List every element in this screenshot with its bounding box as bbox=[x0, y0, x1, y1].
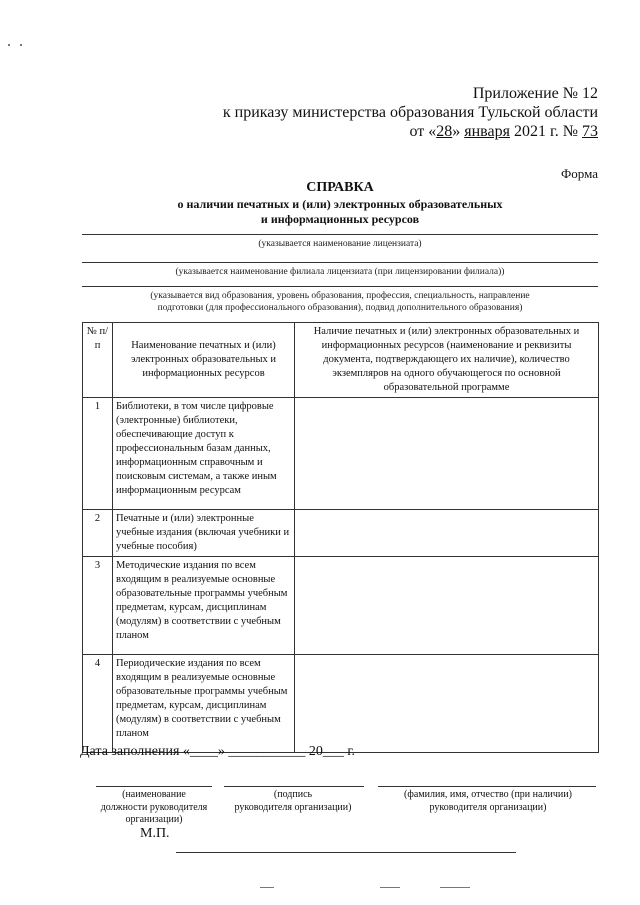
row-resource-name: Библиотеки, в том числе цифровые (электронные) библиотеки, обеспечивающие доступ к профессиональным базам данных, информационным справочным и поисковым системам, а также иным информационным ресурсам bbox=[113, 398, 295, 510]
table-row bbox=[83, 655, 599, 753]
table-row bbox=[83, 398, 599, 510]
date-month: января bbox=[464, 123, 510, 140]
resources-table bbox=[82, 322, 599, 753]
education-caption-1: (указывается вид образования, уровень образования, профессия, специальность, направление bbox=[150, 291, 530, 301]
branch-line bbox=[82, 262, 598, 263]
row-resource-name: Печатные и (или) электронные учебные издания (включая учебники и учебные пособия) bbox=[113, 510, 295, 557]
scan-speck bbox=[20, 44, 22, 46]
date-mid: » bbox=[452, 123, 465, 140]
document-subtitle-1: о наличии печатных и (или) электронных образовательных bbox=[177, 197, 503, 211]
position-caption-2: должности руководителя bbox=[100, 801, 208, 813]
position-caption-1: (наименование bbox=[122, 789, 186, 800]
row-availability-cell bbox=[295, 398, 599, 510]
row-num: 1 bbox=[83, 398, 113, 510]
order-number: 73 bbox=[582, 123, 598, 140]
date-year: 2021 г. № bbox=[509, 123, 582, 140]
row-num: 3 bbox=[83, 557, 113, 655]
table-row bbox=[83, 510, 599, 557]
row-resource-name: Методические издания по всем входящим в реализуемые основные образовательные программы учебным предметам, курсам, дисциплинам (модулям) в соответствии с учебным планом bbox=[113, 557, 295, 655]
signature-caption-2: руководителя организации) bbox=[234, 801, 352, 813]
header-availability: Наличие печатных и (или) электронных образовательных и информационных ресурсов (наименование и реквизиты документа, подтверждающего их наличие), количество экземпляров на одного обучающегося по основной образовательной программе bbox=[295, 323, 599, 398]
document-title: СПРАВКА bbox=[306, 180, 374, 195]
row-num: 4 bbox=[83, 655, 113, 753]
bottom-rule bbox=[176, 852, 516, 853]
order-date-line bbox=[409, 122, 598, 142]
row-availability-cell bbox=[295, 655, 599, 753]
scan-speck bbox=[440, 887, 470, 888]
fill-date: Дата заполнения «____» ___________ 20___ г. bbox=[80, 744, 356, 759]
table-row bbox=[83, 557, 599, 655]
position-caption-3: организации) bbox=[125, 814, 183, 825]
licensee-line bbox=[82, 234, 598, 235]
branch-caption: (указывается наименование филиала лицензиата (при лицензировании филиала)) bbox=[175, 267, 505, 277]
full-name-caption-1: (фамилия, имя, отчество (при наличии) bbox=[404, 789, 572, 800]
appendix-number: Приложение № 12 bbox=[472, 85, 598, 102]
scan-speck bbox=[380, 887, 400, 888]
full-name-caption-2: руководителя организации) bbox=[429, 801, 547, 813]
signature-line bbox=[224, 786, 364, 787]
row-resource-name: Периодические издания по всем входящим в реализуемые основные образовательные программы учебным предметам, курсам, дисциплинам (модулям) в соответствии с учебным планом bbox=[113, 655, 295, 753]
header-num: № п/п bbox=[83, 323, 113, 398]
stamp-label: М.П. bbox=[140, 826, 170, 841]
row-num: 2 bbox=[83, 510, 113, 557]
scan-speck bbox=[260, 887, 274, 888]
education-line bbox=[82, 286, 598, 287]
row-availability-cell bbox=[295, 510, 599, 557]
scan-speck bbox=[8, 44, 10, 46]
header-resource-name: Наименование печатных и (или) электронных образовательных и информационных ресурсов bbox=[113, 323, 295, 398]
table-header-row bbox=[83, 323, 599, 398]
order-reference: к приказу министерства образования Тульской области bbox=[222, 104, 598, 121]
full-name-caption bbox=[380, 789, 596, 814]
signature-caption-1: (подпись bbox=[273, 789, 313, 800]
position-line bbox=[96, 786, 212, 787]
document-subtitle-2: и информационных ресурсов bbox=[260, 212, 420, 226]
form-label: Форма bbox=[561, 166, 598, 181]
full-name-line bbox=[378, 786, 596, 787]
position-caption bbox=[86, 789, 222, 827]
signature-caption bbox=[218, 789, 368, 814]
licensee-caption: (указывается наименование лицензиата) bbox=[258, 239, 422, 249]
date-day: 28 bbox=[436, 123, 453, 140]
education-caption-2: подготовки (для профессионального образования), подвид дополнительного образования) bbox=[157, 303, 523, 313]
row-availability-cell bbox=[295, 557, 599, 655]
date-prefix: от « bbox=[409, 123, 437, 140]
